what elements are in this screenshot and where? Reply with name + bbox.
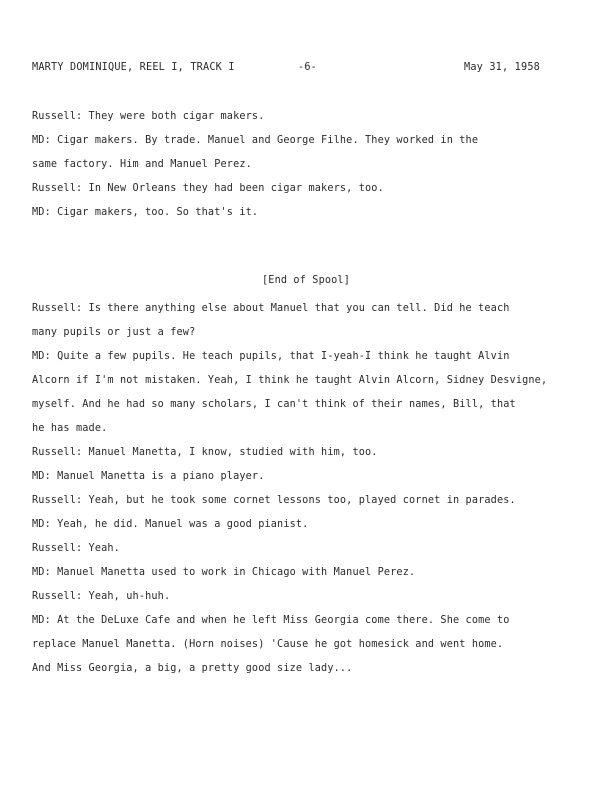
transcript-line: same factory. Him and Manuel Perez. [32,159,252,170]
transcript-line: MD: At the DeLuxe Cafe and when he left Miss Georgia come there. She come to [32,615,510,626]
end-of-spool-note [0,274,612,288]
page-number: -6- [298,62,318,73]
transcript-line: many pupils or just a few? [32,327,196,338]
transcript-line: Russell: Is there anything else about Manuel that you can tell. Did he teach [32,303,510,314]
header-title: MARTY DOMINIQUE, REEL I, TRACK I [32,62,235,73]
page-header [32,62,540,76]
transcript-line: MD: Yeah, he did. Manuel was a good pianist. [32,519,309,530]
transcript-line: replace Manuel Manetta. (Horn noises) 'Cause he got homesick and went home. [32,639,504,650]
transcript-line: Alcorn if I'm not mistaken. Yeah, I think he taught Alvin Alcorn, Sidney Desvigne, [32,375,548,386]
transcript-line: Russell: Yeah, uh-huh. [32,591,171,602]
transcript-line: MD: Quite a few pupils. He teach pupils, that I-yeah-I think he taught Alvin [32,351,510,362]
transcript-line: Russell: Yeah, but he took some cornet lessons too, played cornet in parades. [32,495,516,506]
transcript-line: MD: Manuel Manetta is a piano player. [32,471,265,482]
transcript-line: MD: Cigar makers. By trade. Manuel and George Filhe. They worked in the [32,135,479,146]
transcript-line: And Miss Georgia, a big, a pretty good size lady... [32,663,353,674]
transcript-line: Russell: Yeah. [32,543,120,554]
transcript-line: Russell: Manuel Manetta, I know, studied with him, too. [32,447,378,458]
end-of-spool-text: [End of Spool] [262,275,350,286]
transcript-line: he has made. [32,423,108,434]
transcript-line: Russell: They were both cigar makers. [32,111,265,122]
transcript-line: MD: Cigar makers, too. So that's it. [32,207,259,218]
transcript-line: MD: Manuel Manetta used to work in Chicago with Manuel Perez. [32,567,416,578]
transcript-line: Russell: In New Orleans they had been cigar makers, too. [32,183,384,194]
transcript-line: myself. And he had so many scholars, I can't think of their names, Bill, that [32,399,516,410]
header-date: May 31, 1958 [463,62,540,73]
